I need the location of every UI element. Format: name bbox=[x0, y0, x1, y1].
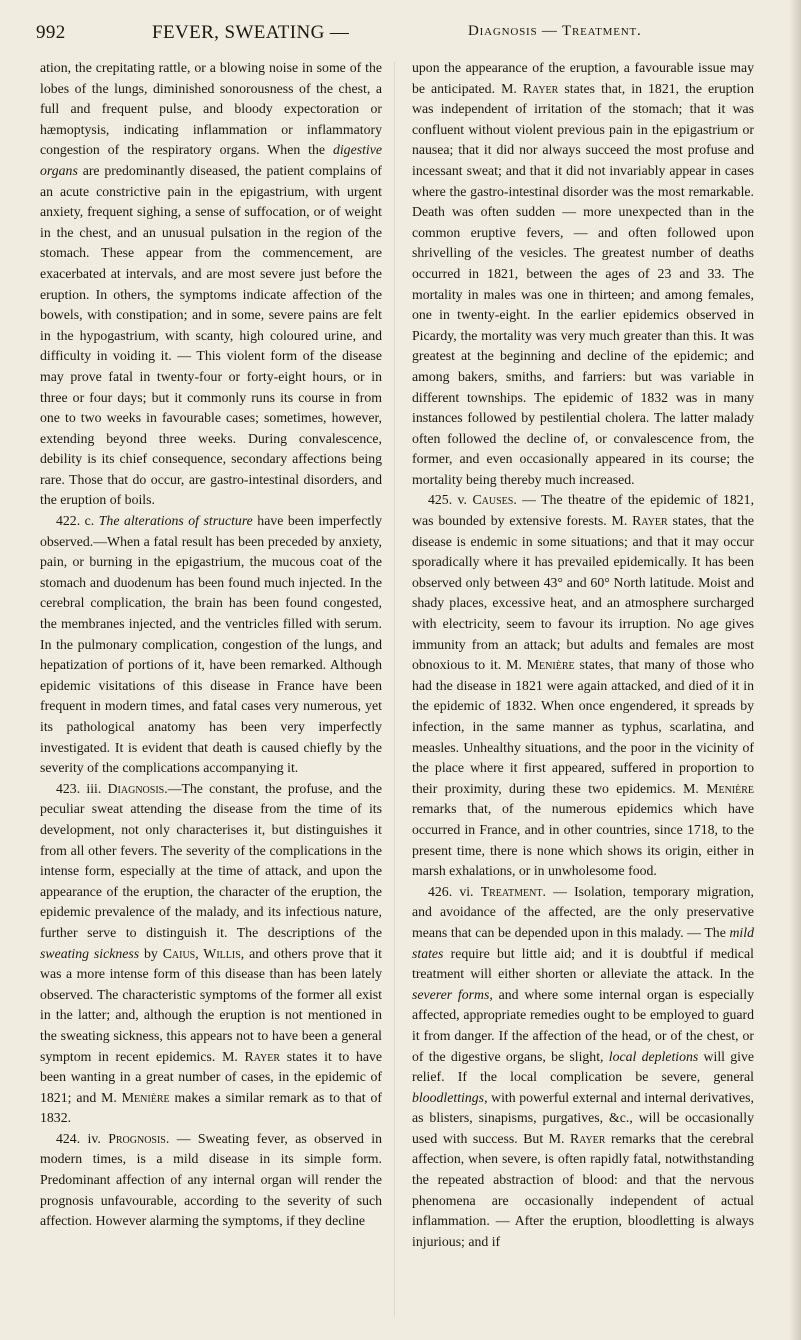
paragraph-continued bbox=[40, 58, 382, 511]
paragraph-425 bbox=[412, 490, 754, 881]
text-run: makes a similar remark as to that of 1832. bbox=[40, 1089, 382, 1126]
text-run: digestive organs bbox=[40, 142, 382, 178]
text-run: are predominantly diseased, the patient complains of an acute constrictive pain in the epigastrium, with urgent anxiety, frequent sighing, a sense of suffocation, or of weight in the chest, and an unusual pulsation in the region of the stomach. These appear from the commencement, are exacerbated at intervals, and are most severe just before the eruption. In others, the symptoms indicate affection of the bowels, with constipation; and in some, severe pains are felt in the hypogastrium, with scanty, high coloured urine, and difficulty in voiding it. — This violent form of the disease may prove fatal in twenty-four or forty-eight hours, or in three or four days; but it commonly runs its course in from one to two weeks in favourable cases; sometimes, however, extending beyond three weeks. During convalescence, debility is its chief consequence, secondary affections being rare. Those that do occur, are gastro-intestinal disorders, and the eruption of boils. bbox=[40, 162, 382, 508]
text-run: — The theatre of the epidemic of 1821, was bounded by extensive forests. bbox=[412, 492, 755, 529]
paragraph-423 bbox=[40, 779, 382, 1129]
text-run: ation, the crepitating rattle, or a blowing noise in some of the lobes of the lungs, diminished sonorousness of the chest, a full and frequent pulse, and bloody expectoration or hæmoptysis, indicating inflammation or inflammatory congestion of the respiratory organs. When the bbox=[40, 60, 382, 158]
page-edge-shadow bbox=[789, 0, 801, 1340]
text-run: states, that the disease is endemic in some situations; and that it may occur sporadically where it has prevailed epidemically. It has been observed only between 43° and 60° North latitude. Moist and shady places, excessive heat, and an atmosphere surcharged with electricity, seem to favour its irruption. No age gives immunity from an attack; but adults and females are most obnoxious to it. bbox=[412, 513, 754, 673]
text-run: states, that many of those who had the disease in 1821 were again attacked, and died of it in the epidemic of 1832. When once engendered, it spreads by infection, in the same manner as typhus, scarlatina, and measles. Unhealthy situations, and the poor in the vicinity of the place where it first appeared, suffered in proportion to their proximity, during these two epidemics. bbox=[412, 657, 755, 796]
text-run: M. Menière bbox=[683, 780, 755, 796]
text-run: states it to have been wanting in a great number of cases, in the epidemic of 1821; and bbox=[40, 1048, 382, 1105]
paragraph-426 bbox=[412, 882, 754, 1253]
text-run: M. Rayer bbox=[548, 1130, 606, 1146]
section-number: 425. v. bbox=[428, 492, 468, 508]
text-run: sweating sickness bbox=[40, 945, 140, 961]
section-number: 426. vi. bbox=[428, 883, 474, 899]
text-run: require but little aid; and it is doubtful if medical treatment will either shorten or alleviate the attack. In the bbox=[412, 945, 754, 982]
running-header bbox=[36, 18, 756, 50]
section-heading: Causes. bbox=[472, 492, 517, 508]
text-run: Caius, Willis, bbox=[162, 945, 245, 961]
text-run: M. Rayer bbox=[222, 1048, 281, 1064]
text-run: upon the appearance of the eruption, a favourable issue may be anticipated. bbox=[412, 60, 754, 96]
section-number: 424. iv. bbox=[56, 1130, 101, 1146]
section-heading: Prognosis. bbox=[108, 1130, 170, 1146]
header-title-right: Diagnosis — Treatment. bbox=[468, 23, 642, 39]
paragraph-424-continued bbox=[412, 58, 754, 490]
column-gutter bbox=[394, 62, 395, 1317]
section-number: 423. iii. bbox=[56, 780, 102, 796]
header-title-left: FEVER, SWEATING — bbox=[152, 22, 350, 43]
section-number: 422. c. bbox=[56, 513, 95, 529]
text-run: — Sweating fever, as observed in modern times, is a mild disease in its simple form. Predominant affection of any internal organ will render the prognosis unfavourable, according to the severity of such affection. However alarming the symptoms, if they decline bbox=[40, 1130, 382, 1229]
paragraph-424 bbox=[40, 1129, 382, 1232]
right-column bbox=[412, 58, 754, 1252]
text-run: remarks that, of the numerous epidemics which have occurred in France, and in other countries, since 1718, to the present time, there is none which shows its origin, either in marsh exhalations, or in unwholesome food. bbox=[412, 801, 754, 879]
text-run: remarks that the cerebral affection, when severe, is often rapidly fatal, notwithstanding the repeated abstraction of blood: and that the nervous phenomena are occasionally independent of actual inflammation. — After the eruption, bloodletting is always injurious; and if bbox=[412, 1130, 754, 1249]
text-run: bloodlettings bbox=[412, 1089, 485, 1105]
text-run: , and where some internal organ is especially affected, appropriate remedies ought to be employed to guard it from danger. If the affection of the head, or of the chest, or of the digestive organs, be slight, bbox=[412, 986, 754, 1064]
text-run: mild states bbox=[412, 924, 754, 961]
section-heading: Treatment. bbox=[480, 883, 546, 899]
paragraph-422 bbox=[40, 511, 382, 779]
text-run: and others prove that it was a more intense form of this disease than has been lately observed. The characteristic symptoms of the former all exist in the latter; and, although the eruption is not mentioned in the sweating sickness, this appears not to have been a general symptom in recent epidemics. bbox=[40, 945, 382, 1064]
text-run: by bbox=[139, 945, 163, 961]
text-run: will give relief. If the local complication be severe, general bbox=[412, 1048, 754, 1085]
text-run: M. Menière bbox=[506, 657, 575, 673]
text-run: local depletions bbox=[608, 1048, 699, 1064]
page-number: 992 bbox=[36, 22, 66, 43]
text-run: severer forms bbox=[412, 986, 490, 1002]
section-heading: Diagnosis. bbox=[107, 780, 168, 796]
section-heading: The alterations of structure bbox=[98, 513, 253, 529]
text-run: states that, in 1821, the eruption was independent of irritation of the stomach; that it was confluent without violent previous pain in the epigastrium or nausea; that it did nor always succeed the most profuse and incessant sweat; and that it did not invariably appear in cases where the gastro-intestinal disorder was the most remarkable. Death was often sudden — more unexpected than in the common eruptive fevers, — and often followed upon shrivelling of the vesicles. The greatest number of deaths occurred in 1821, between the ages of 23 and 33. The mortality in males was one in thirteen; and among females, one in twenty-eight. In the earlier epidemics observed in Picardy, the mortality was very much greater than this. It was greatest at the beginning and decline of the epidemic; and among bakers, smiths, and farriers: but was variable in different townships. The epidemic of 1832 was in many instances followed by pestilential cholera. The latter malady often followed the decline of, or convalescence from, the former, and even occasionally appeared in its course; the mortality being thereby much increased. bbox=[412, 80, 754, 487]
text-run: , with powerful external and internal derivatives, as blisters, sinapisms, purgatives, &c., will be occasionally used with success. But bbox=[412, 1089, 754, 1146]
text-run: have been imperfectly observed.—When a fatal result has been preceded by anxiety, pain, or burning in the epigastrium, the mucous coat of the stomach and duodenum has been found much injected. In the cerebral complication, the brain has been found congested, the membranes injected, and the ventricles filled with serum. In the pulmonary complication, congestion of the lungs, and hepatization of portions of it, have been remarked. Although epidemic visitations of this disease in France have been frequent in modern times, and fatal cases very numerous, yet its pathological anatomy has been very imperfectly investigated. It is evident that death is caused chiefly by the severity of the complications accompanying it. bbox=[40, 513, 382, 776]
text-run: M. Rayer bbox=[501, 80, 559, 96]
text-run: M. Menière bbox=[101, 1089, 170, 1105]
text-run: —The constant, the profuse, and the peculiar sweat attending the disease from the time of its development, not only characterises it, but distinguishes it from all other fevers. The severity of the complications in the intense form, especially at the time of attack, and upon the appearance of the eruption, the character of the eruption, the epidemic prevalence of the malady, and its infectious nature, further serve to distinguish it. The descriptions of the bbox=[40, 780, 383, 940]
text-run: — Isolation, temporary migration, and avoidance of the affected, are the only preservative means that can be depended upon in this malady. — The bbox=[412, 883, 754, 940]
left-column bbox=[40, 58, 382, 1232]
text-run: M. Rayer bbox=[611, 513, 668, 529]
